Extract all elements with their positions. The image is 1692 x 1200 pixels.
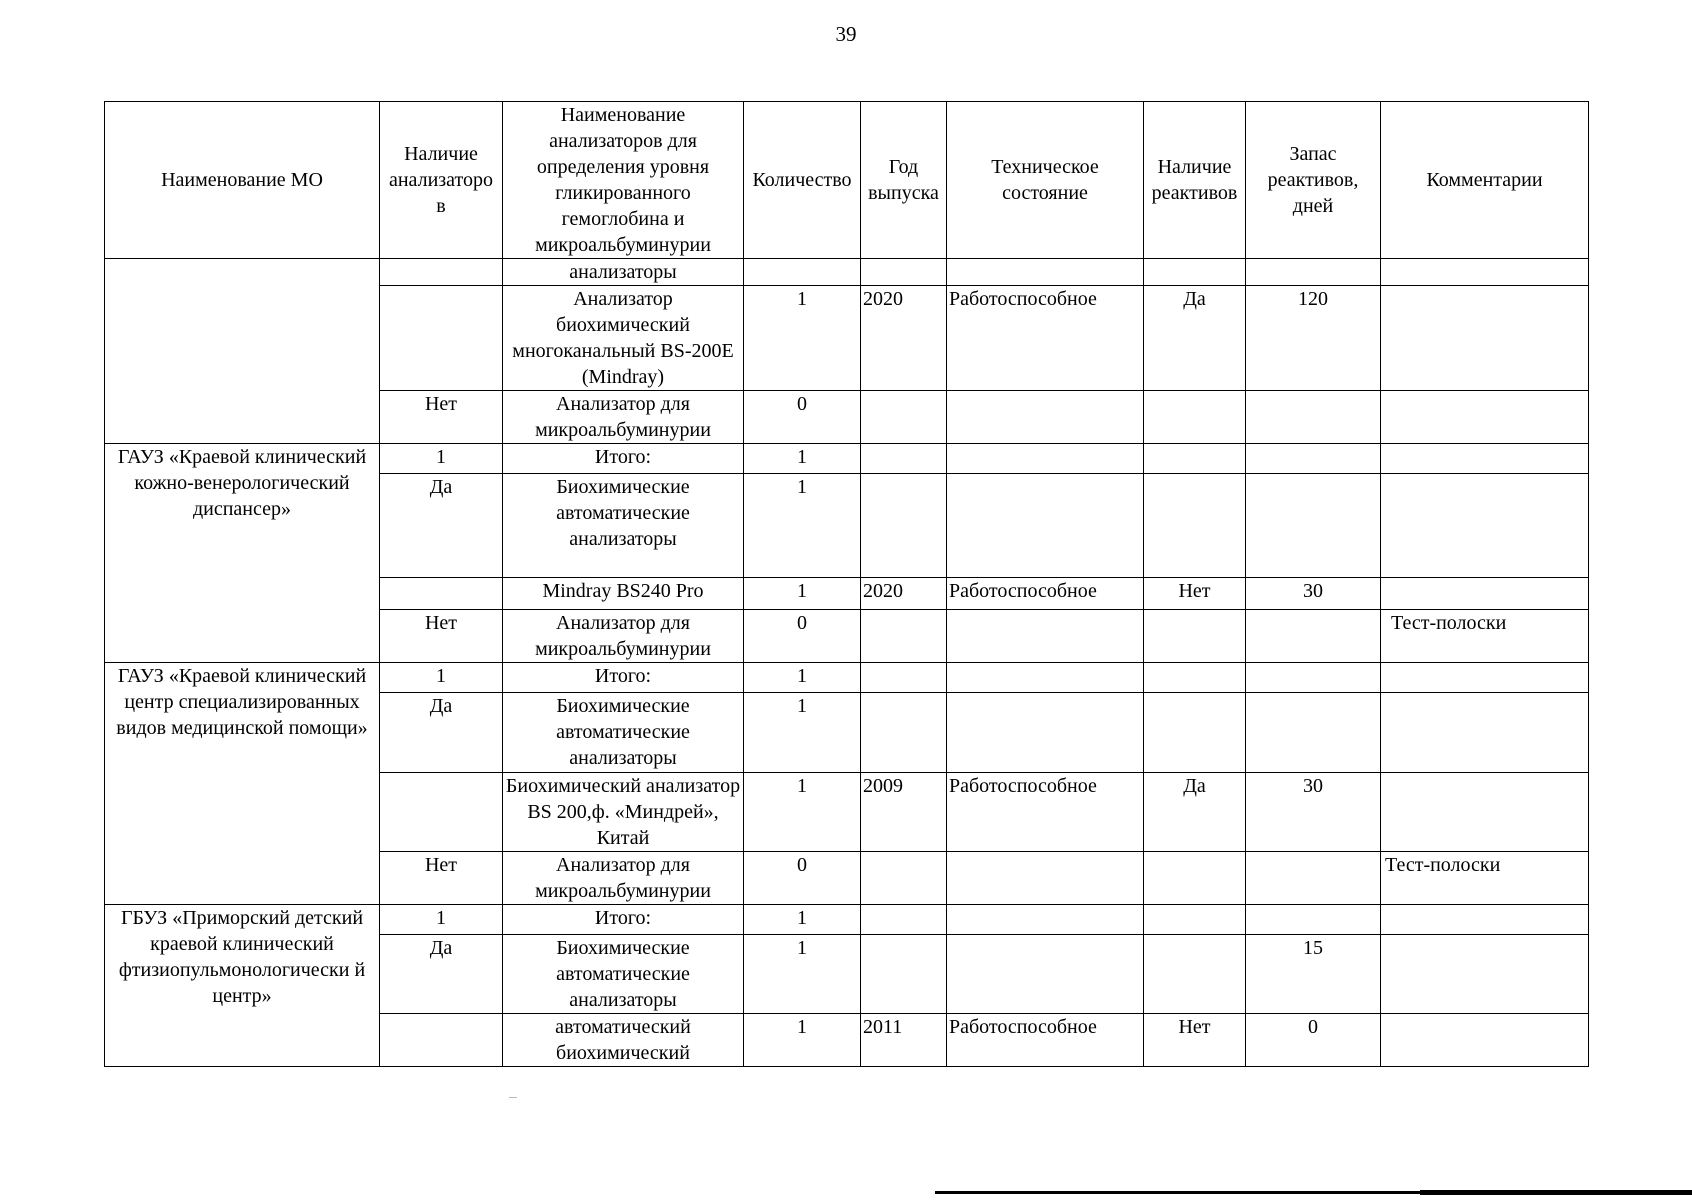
state-cell bbox=[947, 259, 1144, 286]
presence-cell: 1 bbox=[380, 905, 503, 935]
stock-cell bbox=[1246, 663, 1381, 693]
reagents-cell bbox=[1144, 444, 1246, 474]
header-reagents: Наличие реактивов bbox=[1144, 102, 1246, 259]
state-cell bbox=[947, 693, 1144, 773]
header-name: Наименование анализаторов для определения уровня гликированного гемоглобина и микроальбуминурии bbox=[503, 102, 744, 259]
state-cell bbox=[947, 935, 1144, 1014]
presence-cell: Нет bbox=[380, 610, 503, 663]
scan-speck bbox=[509, 1097, 517, 1098]
quantity-cell: 1 bbox=[744, 693, 861, 773]
year-cell: 2011 bbox=[861, 1014, 947, 1067]
quantity-cell: 1 bbox=[744, 935, 861, 1014]
reagents-cell bbox=[1144, 935, 1246, 1014]
reagents-cell: Да bbox=[1144, 286, 1246, 391]
presence-cell: 1 bbox=[380, 444, 503, 474]
year-cell bbox=[861, 935, 947, 1014]
analyzer-name-cell: Биохимический анализатор BS 200,ф. «Миндрей», Китай bbox=[503, 773, 744, 852]
table-row bbox=[105, 663, 1589, 693]
mo-cell: ГАУЗ «Краевой клинический кожно-венерологический диспансер» bbox=[105, 444, 380, 663]
comment-cell bbox=[1381, 773, 1589, 852]
year-cell: 2020 bbox=[861, 286, 947, 391]
analyzer-name-cell: Итого: bbox=[503, 444, 744, 474]
analyzer-name-cell: Биохимические автоматические анализаторы bbox=[503, 474, 744, 578]
state-cell: Работоспособное bbox=[947, 1014, 1144, 1067]
year-cell bbox=[861, 259, 947, 286]
year-cell bbox=[861, 663, 947, 693]
comment-cell bbox=[1381, 905, 1589, 935]
state-cell bbox=[947, 474, 1144, 578]
year-cell: 2020 bbox=[861, 578, 947, 610]
reagents-cell bbox=[1144, 610, 1246, 663]
analyzer-name-cell: анализаторы bbox=[503, 259, 744, 286]
stock-cell: 15 bbox=[1246, 935, 1381, 1014]
header-state: Техническое состояние bbox=[947, 102, 1144, 259]
comment-cell: Тест-полоски bbox=[1381, 610, 1589, 663]
bottom-rule-thick bbox=[1420, 1190, 1692, 1195]
comment-cell bbox=[1381, 444, 1589, 474]
quantity-cell: 1 bbox=[744, 286, 861, 391]
quantity-cell: 1 bbox=[744, 773, 861, 852]
analyzer-name-cell: Анализатор для микроальбуминурии bbox=[503, 610, 744, 663]
state-cell bbox=[947, 663, 1144, 693]
header-qty: Количество bbox=[744, 102, 861, 259]
analyzer-name-cell: Анализатор для микроальбуминурии bbox=[503, 852, 744, 905]
reagents-cell bbox=[1144, 852, 1246, 905]
reagents-cell: Нет bbox=[1144, 578, 1246, 610]
quantity-cell: 1 bbox=[744, 474, 861, 578]
year-cell bbox=[861, 474, 947, 578]
analyzer-name-cell: Итого: bbox=[503, 905, 744, 935]
header-mo: Наименование МО bbox=[105, 102, 380, 259]
state-cell: Работоспособное bbox=[947, 286, 1144, 391]
presence-cell bbox=[380, 259, 503, 286]
stock-cell bbox=[1246, 693, 1381, 773]
comment-cell bbox=[1381, 286, 1589, 391]
quantity-cell: 0 bbox=[744, 391, 861, 444]
quantity-cell bbox=[744, 259, 861, 286]
header-comment: Комментарии bbox=[1381, 102, 1589, 259]
presence-cell: 1 bbox=[380, 663, 503, 693]
stock-cell bbox=[1246, 391, 1381, 444]
state-cell: Работоспособное bbox=[947, 578, 1144, 610]
stock-cell bbox=[1246, 905, 1381, 935]
year-cell bbox=[861, 852, 947, 905]
year-cell bbox=[861, 391, 947, 444]
mo-cell: ГБУЗ «Приморский детский краевой клинический фтизиопульмонологически й центр» bbox=[105, 905, 380, 1067]
analyzers-table bbox=[104, 101, 1589, 1067]
presence-cell: Да bbox=[380, 474, 503, 578]
state-cell bbox=[947, 905, 1144, 935]
presence-cell: Нет bbox=[380, 391, 503, 444]
stock-cell bbox=[1246, 610, 1381, 663]
quantity-cell: 1 bbox=[744, 578, 861, 610]
header-year: Год выпуска bbox=[861, 102, 947, 259]
reagents-cell bbox=[1144, 693, 1246, 773]
reagents-cell bbox=[1144, 259, 1246, 286]
stock-cell bbox=[1246, 444, 1381, 474]
state-cell bbox=[947, 391, 1144, 444]
comment-cell bbox=[1381, 259, 1589, 286]
stock-cell: 120 bbox=[1246, 286, 1381, 391]
analyzer-name-cell: Анализатор биохимический многоканальный BS-200E (Mindray) bbox=[503, 286, 744, 391]
comment-cell bbox=[1381, 693, 1589, 773]
presence-cell: Нет bbox=[380, 852, 503, 905]
table-header-row bbox=[105, 102, 1589, 259]
table-row bbox=[105, 259, 1589, 286]
presence-cell bbox=[380, 1014, 503, 1067]
quantity-cell: 1 bbox=[744, 444, 861, 474]
year-cell: 2009 bbox=[861, 773, 947, 852]
comment-cell: Тест-полоски bbox=[1381, 852, 1589, 905]
header-presence: Наличие анализаторо в bbox=[380, 102, 503, 259]
quantity-cell: 0 bbox=[744, 610, 861, 663]
stock-cell: 0 bbox=[1246, 1014, 1381, 1067]
presence-cell bbox=[380, 286, 503, 391]
mo-cell bbox=[105, 259, 380, 444]
analyzer-name-cell: Mindray BS240 Pro bbox=[503, 578, 744, 610]
state-cell bbox=[947, 610, 1144, 663]
stock-cell bbox=[1246, 852, 1381, 905]
quantity-cell: 1 bbox=[744, 663, 861, 693]
mo-cell: ГАУЗ «Краевой клинический центр специализированных видов медицинской помощи» bbox=[105, 663, 380, 905]
reagents-cell: Да bbox=[1144, 773, 1246, 852]
year-cell bbox=[861, 693, 947, 773]
analyzer-name-cell: Итого: bbox=[503, 663, 744, 693]
comment-cell bbox=[1381, 578, 1589, 610]
reagents-cell bbox=[1144, 663, 1246, 693]
analyzer-name-cell: Биохимические автоматические анализаторы bbox=[503, 935, 744, 1014]
year-cell bbox=[861, 610, 947, 663]
year-cell bbox=[861, 905, 947, 935]
reagents-cell bbox=[1144, 905, 1246, 935]
presence-cell bbox=[380, 773, 503, 852]
presence-cell bbox=[380, 578, 503, 610]
state-cell bbox=[947, 444, 1144, 474]
comment-cell bbox=[1381, 391, 1589, 444]
stock-cell bbox=[1246, 259, 1381, 286]
stock-cell: 30 bbox=[1246, 578, 1381, 610]
analyzer-name-cell: автоматический биохимический bbox=[503, 1014, 744, 1067]
page-number: 39 bbox=[835, 22, 857, 46]
comment-cell bbox=[1381, 1014, 1589, 1067]
presence-cell: Да bbox=[380, 935, 503, 1014]
reagents-cell bbox=[1144, 474, 1246, 578]
comment-cell bbox=[1381, 663, 1589, 693]
state-cell bbox=[947, 852, 1144, 905]
quantity-cell: 0 bbox=[744, 852, 861, 905]
table-row bbox=[105, 905, 1589, 935]
stock-cell bbox=[1246, 474, 1381, 578]
presence-cell: Да bbox=[380, 693, 503, 773]
year-cell bbox=[861, 444, 947, 474]
header-stock: Запас реактивов, дней bbox=[1246, 102, 1381, 259]
reagents-cell bbox=[1144, 391, 1246, 444]
state-cell: Работоспособное bbox=[947, 773, 1144, 852]
quantity-cell: 1 bbox=[744, 1014, 861, 1067]
reagents-cell: Нет bbox=[1144, 1014, 1246, 1067]
analyzer-name-cell: Биохимические автоматические анализаторы bbox=[503, 693, 744, 773]
stock-cell: 30 bbox=[1246, 773, 1381, 852]
table-row bbox=[105, 444, 1589, 474]
analyzer-name-cell: Анализатор для микроальбуминурии bbox=[503, 391, 744, 444]
comment-cell bbox=[1381, 474, 1589, 578]
comment-cell bbox=[1381, 935, 1589, 1014]
quantity-cell: 1 bbox=[744, 905, 861, 935]
